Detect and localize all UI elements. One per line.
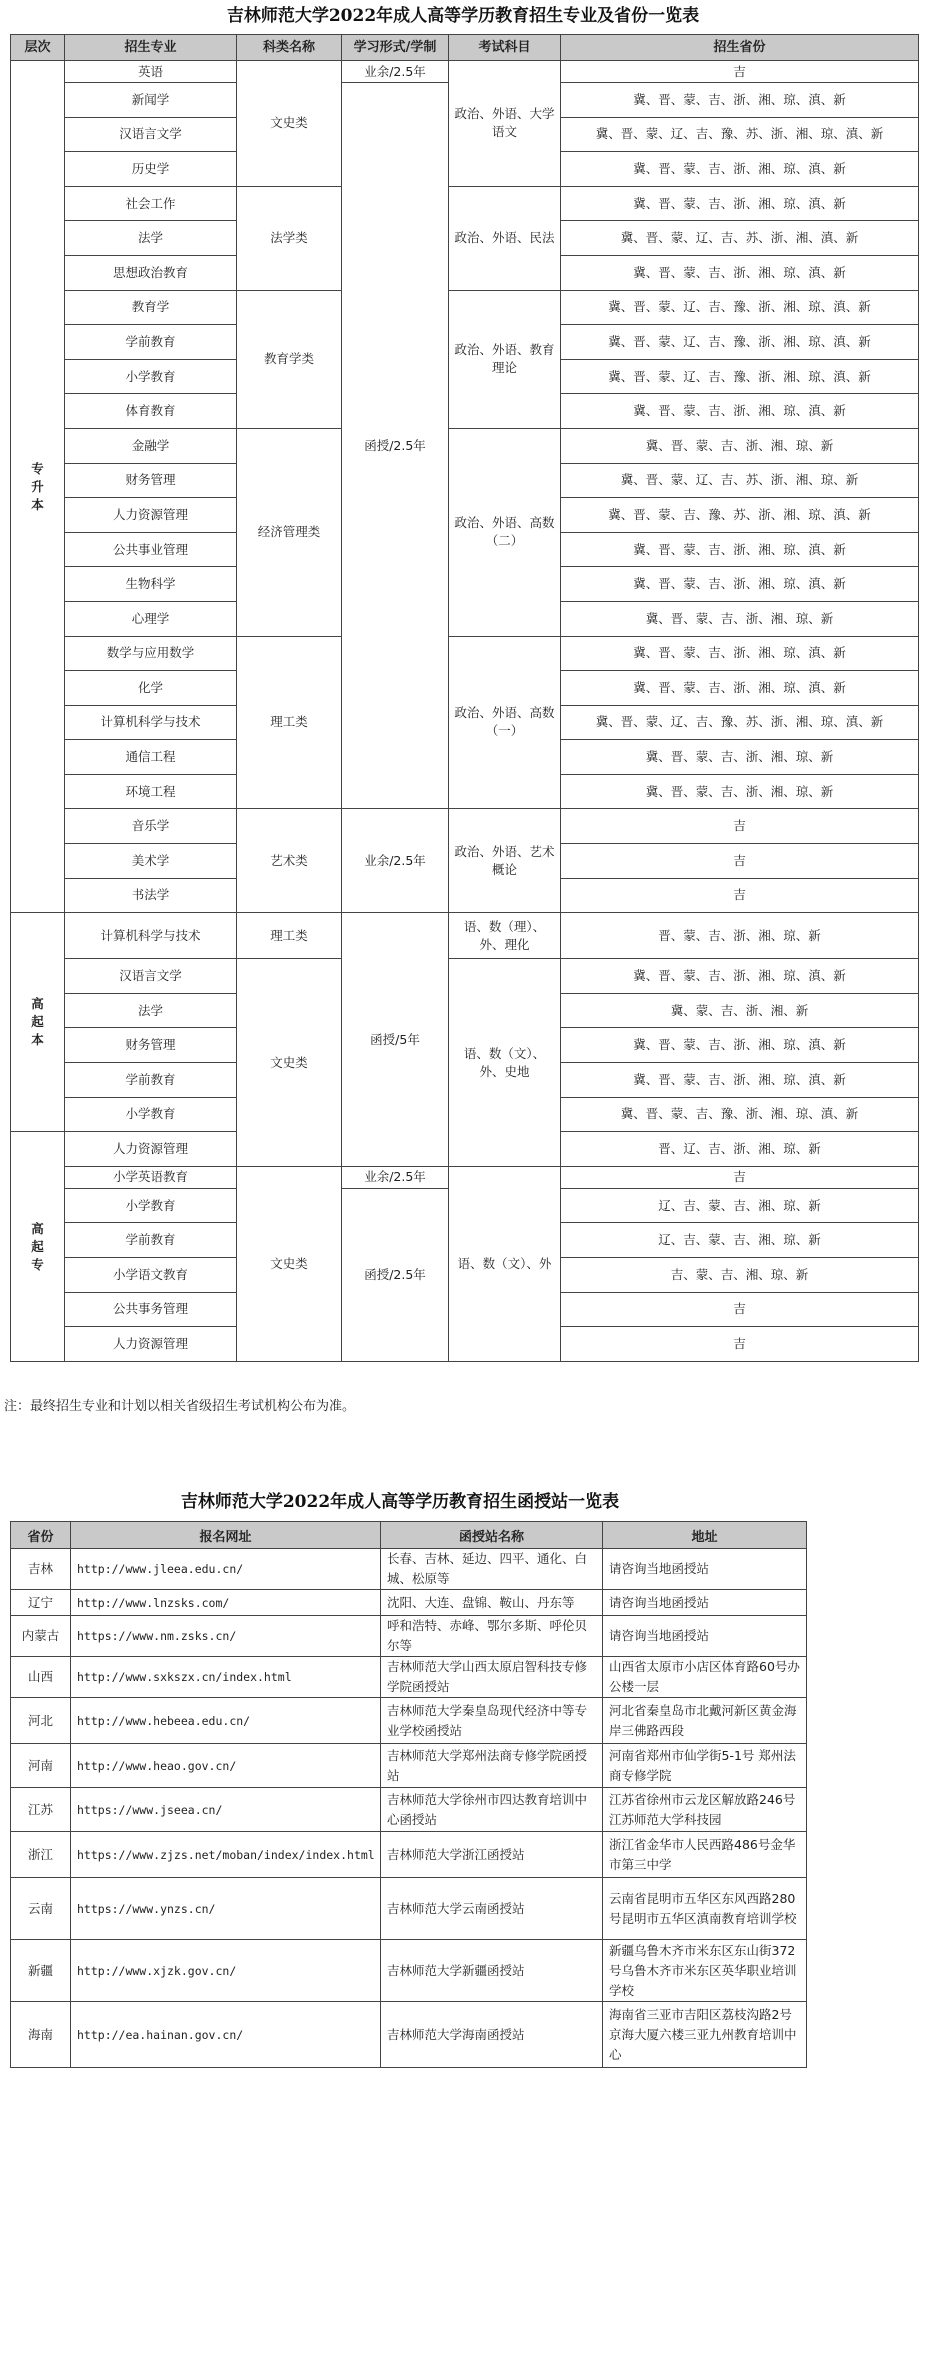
province-cell: 内蒙古 (11, 1616, 71, 1657)
station-name-cell: 吉林师范大学浙江函授站 (381, 1832, 603, 1878)
col-header-subjects: 考试科目 (449, 35, 561, 61)
table-row (11, 186, 919, 221)
province-cell: 辽宁 (11, 1590, 71, 1616)
major-cell: 小学英语教育 (65, 1166, 237, 1188)
provinces-cell: 冀、晋、蒙、吉、浙、湘、琼、滇、新 (561, 83, 919, 118)
url-cell[interactable]: https://www.zjzs.net/moban/index/index.html (71, 1832, 381, 1878)
address-cell: 请咨询当地函授站 (603, 1590, 807, 1616)
col-header-form: 学习形式/学制 (342, 35, 449, 61)
subjects-cell: 政治、外语、艺术概论 (449, 809, 561, 913)
provinces-cell: 吉、蒙、吉、湘、琼、新 (561, 1258, 919, 1293)
major-cell: 教育学 (65, 290, 237, 325)
col-header-address: 地址 (603, 1522, 807, 1549)
url-cell[interactable]: https://www.ynzs.cn/ (71, 1878, 381, 1940)
subjects-cell: 语、数（理）、外、理化 (449, 913, 561, 959)
level-cell: 高 起 本 (11, 913, 65, 1132)
provinces-cell: 晋、蒙、吉、浙、湘、琼、新 (561, 913, 919, 959)
provinces-cell: 吉 (561, 809, 919, 844)
provinces-cell: 吉 (561, 844, 919, 879)
major-cell: 学前教育 (65, 1063, 237, 1098)
table-row (11, 1549, 807, 1590)
major-cell: 人力资源管理 (65, 1132, 237, 1167)
table2-title: 吉林师范大学2022年成人高等学历教育招生函授站一览表 (180, 1492, 620, 1512)
major-cell: 思想政治教育 (65, 255, 237, 290)
station-name-cell: 吉林师范大学海南函授站 (381, 2002, 603, 2068)
station-name-cell: 吉林师范大学郑州法商专修学院函授站 (381, 1744, 603, 1788)
station-name-cell: 长春、吉林、延边、四平、通化、白城、松原等 (381, 1549, 603, 1590)
table-row (11, 1616, 807, 1657)
table1-title: 吉林师范大学2022年成人高等学历教育招生专业及省份一览表 (226, 6, 700, 26)
provinces-cell: 冀、蒙、吉、浙、湘、新 (561, 993, 919, 1028)
major-cell: 法学 (65, 993, 237, 1028)
major-cell: 心理学 (65, 601, 237, 636)
station-name-cell: 吉林师范大学秦皇岛现代经济中等专业学校函授站 (381, 1698, 603, 1744)
major-cell: 小学教育 (65, 1188, 237, 1223)
provinces-cell: 冀、晋、蒙、吉、浙、湘、琼、新 (561, 428, 919, 463)
provinces-cell: 吉 (561, 61, 919, 83)
stations-table (10, 1521, 807, 2068)
major-cell: 公共事业管理 (65, 532, 237, 567)
provinces-cell: 冀、晋、蒙、吉、浙、湘、琼、滇、新 (561, 1028, 919, 1063)
url-cell[interactable]: https://www.nm.zsks.cn/ (71, 1616, 381, 1657)
provinces-cell: 吉 (561, 1292, 919, 1327)
table-row (11, 913, 919, 959)
provinces-cell: 冀、晋、蒙、吉、浙、湘、琼、滇、新 (561, 636, 919, 671)
province-cell: 江苏 (11, 1788, 71, 1832)
table-row (11, 636, 919, 671)
table-row (11, 959, 919, 994)
major-cell: 公共事务管理 (65, 1292, 237, 1327)
table-row (11, 1878, 807, 1940)
subjects-cell: 语、数（文）、外、史地 (449, 959, 561, 1167)
major-cell: 美术学 (65, 844, 237, 879)
level-cell: 专 升 本 (11, 61, 65, 913)
province-cell: 海南 (11, 2002, 71, 2068)
col-header-station: 函授站名称 (381, 1522, 603, 1549)
address-cell: 河南省郑州市仙学街5-1号 郑州法商专修学院 (603, 1744, 807, 1788)
url-cell[interactable]: http://www.heao.gov.cn/ (71, 1744, 381, 1788)
url-cell[interactable]: http://www.sxkszx.cn/index.html (71, 1657, 381, 1698)
table-row (11, 1832, 807, 1878)
provinces-cell: 冀、晋、蒙、吉、浙、湘、琼、滇、新 (561, 1063, 919, 1098)
major-cell: 金融学 (65, 428, 237, 463)
major-cell: 人力资源管理 (65, 498, 237, 533)
major-cell: 通信工程 (65, 740, 237, 775)
col-header-category: 科类名称 (237, 35, 342, 61)
address-cell: 河北省秦皇岛市北戴河新区黄金海岸三佛路西段 (603, 1698, 807, 1744)
col-header-provinces: 招生省份 (561, 35, 919, 61)
major-cell: 汉语言文学 (65, 959, 237, 994)
category-cell: 文史类 (237, 959, 342, 1167)
url-cell[interactable]: http://www.lnzsks.com/ (71, 1590, 381, 1616)
major-cell: 音乐学 (65, 809, 237, 844)
major-cell: 法学 (65, 221, 237, 256)
major-cell: 数学与应用数学 (65, 636, 237, 671)
subjects-cell: 政治、外语、高数（二） (449, 428, 561, 636)
form-cell: 业余/2.5年 (342, 809, 449, 913)
table-row (11, 1788, 807, 1832)
major-cell: 人力资源管理 (65, 1327, 237, 1362)
province-cell: 吉林 (11, 1549, 71, 1590)
station-name-cell: 吉林师范大学云南函授站 (381, 1878, 603, 1940)
majors-table (10, 34, 919, 1362)
category-cell: 法学类 (237, 186, 342, 290)
address-cell: 海南省三亚市吉阳区荔枝沟路2号京海大厦六楼三亚九州教育培训中心 (603, 2002, 807, 2068)
province-cell: 新疆 (11, 1940, 71, 2002)
table-row (11, 1590, 807, 1616)
table-row (11, 1940, 807, 2002)
major-cell: 书法学 (65, 878, 237, 913)
major-cell: 社会工作 (65, 186, 237, 221)
provinces-cell: 冀、晋、蒙、辽、吉、苏、浙、湘、滇、新 (561, 221, 919, 256)
col-header-level: 层次 (11, 35, 65, 61)
provinces-cell: 冀、晋、蒙、辽、吉、豫、浙、湘、琼、滇、新 (561, 290, 919, 325)
provinces-cell: 冀、晋、蒙、吉、浙、湘、琼、新 (561, 774, 919, 809)
station-name-cell: 沈阳、大连、盘锦、鞍山、丹东等 (381, 1590, 603, 1616)
province-cell: 山西 (11, 1657, 71, 1698)
category-cell: 文史类 (237, 1166, 342, 1361)
major-cell: 新闻学 (65, 83, 237, 118)
table-row (11, 2002, 807, 2068)
table-row (11, 809, 919, 844)
major-cell: 生物科学 (65, 567, 237, 602)
address-cell: 请咨询当地函授站 (603, 1549, 807, 1590)
provinces-cell: 吉 (561, 1166, 919, 1188)
url-cell[interactable]: http://www.jleea.edu.cn/ (71, 1549, 381, 1590)
provinces-cell: 辽、吉、蒙、吉、湘、琼、新 (561, 1223, 919, 1258)
address-cell: 江苏省徐州市云龙区解放路246号江苏师范大学科技园 (603, 1788, 807, 1832)
category-cell: 经济管理类 (237, 428, 342, 636)
provinces-cell: 吉 (561, 878, 919, 913)
majors-table-body (11, 61, 919, 1362)
provinces-cell: 冀、晋、蒙、吉、浙、湘、琼、新 (561, 601, 919, 636)
major-cell: 小学语文教育 (65, 1258, 237, 1293)
provinces-cell: 晋、辽、吉、浙、湘、琼、新 (561, 1132, 919, 1167)
station-name-cell: 吉林师范大学山西太原启智科技专修学院函授站 (381, 1657, 603, 1698)
provinces-cell: 冀、晋、蒙、吉、浙、湘、琼、滇、新 (561, 255, 919, 290)
form-cell: 函授/2.5年 (342, 1188, 449, 1361)
table-row (11, 290, 919, 325)
stations-table-body (11, 1549, 807, 2068)
provinces-cell: 冀、晋、蒙、辽、吉、豫、浙、湘、琼、滇、新 (561, 325, 919, 360)
address-cell: 山西省太原市小店区体育路60号办公楼一层 (603, 1657, 807, 1698)
provinces-cell: 冀、晋、蒙、吉、浙、湘、琼、滇、新 (561, 567, 919, 602)
provinces-cell: 冀、晋、蒙、吉、豫、苏、浙、湘、琼、滇、新 (561, 498, 919, 533)
major-cell: 环境工程 (65, 774, 237, 809)
footnote: 注：最终招生专业和计划以相关省级招生考试机构公布为准。 (4, 1399, 356, 1414)
province-cell: 河北 (11, 1698, 71, 1744)
level-cell: 高 起 专 (11, 1132, 65, 1362)
category-cell: 文史类 (237, 61, 342, 187)
table-row (11, 1698, 807, 1744)
subjects-cell: 政治、外语、高数（一） (449, 636, 561, 809)
provinces-cell: 冀、晋、蒙、吉、浙、湘、琼、滇、新 (561, 152, 919, 187)
major-cell: 体育教育 (65, 394, 237, 429)
url-cell[interactable]: https://www.jseea.cn/ (71, 1788, 381, 1832)
provinces-cell: 冀、晋、蒙、吉、浙、湘、琼、滇、新 (561, 394, 919, 429)
major-cell: 学前教育 (65, 325, 237, 360)
major-cell: 计算机科学与技术 (65, 705, 237, 740)
major-cell: 学前教育 (65, 1223, 237, 1258)
province-cell: 云南 (11, 1878, 71, 1940)
major-cell: 财务管理 (65, 463, 237, 498)
provinces-cell: 辽、吉、蒙、吉、湘、琼、新 (561, 1188, 919, 1223)
subjects-cell: 政治、外语、大学语文 (449, 61, 561, 187)
major-cell: 汉语言文学 (65, 117, 237, 152)
url-cell[interactable]: http://www.hebeea.edu.cn/ (71, 1698, 381, 1744)
form-cell: 业余/2.5年 (342, 61, 449, 83)
table-row (11, 1657, 807, 1698)
form-cell: 业余/2.5年 (342, 1166, 449, 1188)
provinces-cell: 冀、晋、蒙、辽、吉、豫、苏、浙、湘、琼、滇、新 (561, 705, 919, 740)
major-cell: 小学教育 (65, 359, 237, 394)
provinces-cell: 冀、晋、蒙、辽、吉、豫、浙、湘、琼、滇、新 (561, 359, 919, 394)
category-cell: 艺术类 (237, 809, 342, 913)
table-row (11, 1744, 807, 1788)
provinces-cell: 吉 (561, 1327, 919, 1362)
table-header-row (11, 35, 919, 61)
table-header-row (11, 1522, 807, 1549)
provinces-cell: 冀、晋、蒙、辽、吉、豫、苏、浙、湘、琼、滇、新 (561, 117, 919, 152)
provinces-cell: 冀、晋、蒙、吉、浙、湘、琼、滇、新 (561, 532, 919, 567)
url-cell[interactable]: http://ea.hainan.gov.cn/ (71, 2002, 381, 2068)
provinces-cell: 冀、晋、蒙、辽、吉、苏、浙、湘、琼、新 (561, 463, 919, 498)
major-cell: 计算机科学与技术 (65, 913, 237, 959)
station-name-cell: 吉林师范大学新疆函授站 (381, 1940, 603, 2002)
form-cell: 函授/2.5年 (342, 83, 449, 809)
address-cell: 新疆乌鲁木齐市米东区东山街372号乌鲁木齐市米东区英华职业培训学校 (603, 1940, 807, 2002)
station-name-cell: 呼和浩特、赤峰、鄂尔多斯、呼伦贝尔等 (381, 1616, 603, 1657)
station-name-cell: 吉林师范大学徐州市四达教育培训中心函授站 (381, 1788, 603, 1832)
provinces-cell: 冀、晋、蒙、吉、浙、湘、琼、滇、新 (561, 671, 919, 706)
col-header-url: 报名网址 (71, 1522, 381, 1549)
url-cell[interactable]: http://www.xjzk.gov.cn/ (71, 1940, 381, 2002)
provinces-cell: 冀、晋、蒙、吉、浙、湘、琼、新 (561, 740, 919, 775)
table-row (11, 61, 919, 83)
subjects-cell: 语、数（文）、外 (449, 1166, 561, 1361)
address-cell: 云南省昆明市五华区东风西路280号昆明市五华区滇南教育培训学校 (603, 1878, 807, 1940)
provinces-cell: 冀、晋、蒙、吉、豫、浙、湘、琼、滇、新 (561, 1097, 919, 1132)
provinces-cell: 冀、晋、蒙、吉、浙、湘、琼、滇、新 (561, 186, 919, 221)
province-cell: 河南 (11, 1744, 71, 1788)
subjects-cell: 政治、外语、教育理论 (449, 290, 561, 428)
col-header-province: 省份 (11, 1522, 71, 1549)
col-header-major: 招生专业 (65, 35, 237, 61)
address-cell: 请咨询当地函授站 (603, 1616, 807, 1657)
form-cell: 函授/5年 (342, 913, 449, 1167)
subjects-cell: 政治、外语、民法 (449, 186, 561, 290)
category-cell: 理工类 (237, 636, 342, 809)
major-cell: 英语 (65, 61, 237, 83)
category-cell: 理工类 (237, 913, 342, 959)
major-cell: 小学教育 (65, 1097, 237, 1132)
major-cell: 化学 (65, 671, 237, 706)
major-cell: 财务管理 (65, 1028, 237, 1063)
address-cell: 浙江省金华市人民西路486号金华市第三中学 (603, 1832, 807, 1878)
table-row (11, 1166, 919, 1188)
major-cell: 历史学 (65, 152, 237, 187)
table-row (11, 428, 919, 463)
province-cell: 浙江 (11, 1832, 71, 1878)
provinces-cell: 冀、晋、蒙、吉、浙、湘、琼、滇、新 (561, 959, 919, 994)
category-cell: 教育学类 (237, 290, 342, 428)
